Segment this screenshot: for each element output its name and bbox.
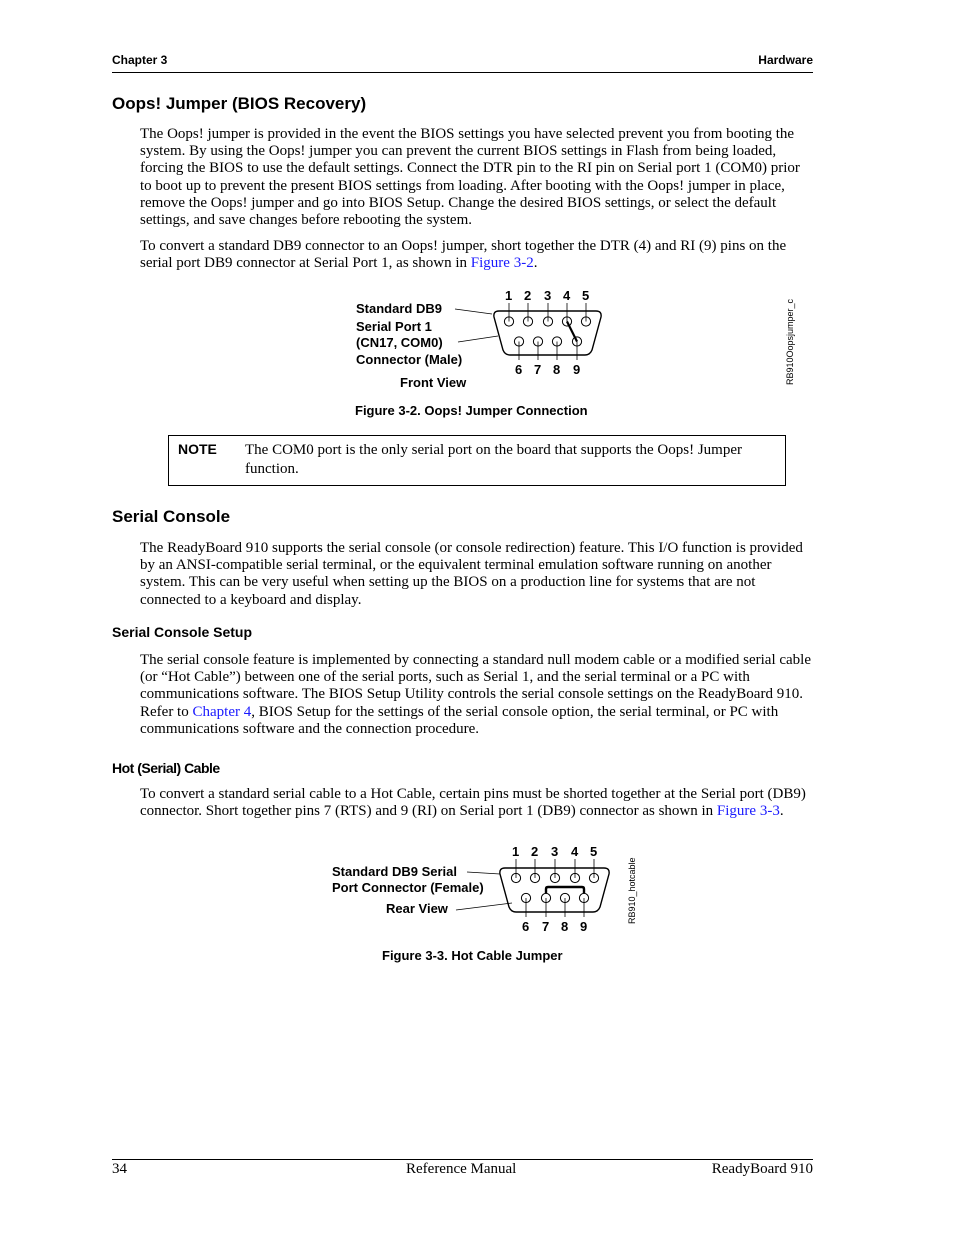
figure-3-3-link[interactable]: Figure 3-3	[716, 803, 780, 820]
chapter-4-link[interactable]: Chapter 4	[192, 703, 252, 720]
figure-3-2-caption: Figure 3-2. Oops! Jumper Connection	[355, 403, 588, 418]
setup-paragraph-end: , BIOS Setup for the settings of the serial console option, the serial terminal, or PC with communications software and the connection procedure.	[140, 703, 779, 737]
fig2-vertical-id: RB910_hotcable	[627, 857, 637, 924]
setup-paragraph-text: The serial console feature is implemented by connecting a standard null modem cable or a modified serial cable (or “Hot Cable”) between one of the serial ports, such as Serial 1, and the serial terminal or a PC with communications software. The BIOS Setup Utility controls the serial console settings on the ReadyBoard 910. Refer to	[140, 652, 812, 720]
pin-label-5: 5	[590, 844, 598, 859]
running-footer	[112, 1159, 813, 1177]
pin-label-3: 3	[544, 288, 552, 303]
footer-page-number: 34	[112, 1161, 127, 1177]
pin-label-2: 2	[524, 288, 532, 303]
oops-paragraph-2-text: To convert a standard DB9 connector to an Oops! jumper, short together the DTR (4) and RI (9) pins on the serial port DB9 connector at Serial Port 1, as shown in	[140, 238, 787, 272]
fig1-label-line3: (CN17, COM0)	[356, 335, 443, 350]
pin-label-1: 1	[512, 844, 520, 859]
serial-console-setup-paragraph	[140, 652, 813, 738]
fig2-leader-bottom	[456, 903, 512, 910]
fig2-label-line2: Port Connector (Female)	[332, 880, 484, 895]
pin-label-8: 8	[561, 919, 569, 934]
running-header	[112, 52, 813, 73]
note-box	[168, 435, 786, 486]
footer-manual-title: Reference Manual	[406, 1161, 517, 1177]
fig1-view-label: Front View	[400, 375, 467, 390]
hot-cable-heading: Hot (Serial) Cable	[112, 760, 220, 776]
fig1-leader-bottom	[458, 336, 498, 342]
pin-label-6: 6	[522, 919, 530, 934]
fig1-label-line2: Serial Port 1	[356, 319, 432, 334]
jumper-4-9	[567, 322, 577, 342]
hot-cable-paragraph-end: .	[779, 803, 784, 820]
header-section: Hardware	[758, 53, 813, 67]
pin-label-9: 9	[573, 362, 581, 377]
fig2-label-line1: Standard DB9 Serial	[332, 864, 457, 879]
pin-label-5: 5	[582, 288, 590, 303]
fig1-label-line1: Standard DB9	[356, 301, 442, 316]
figure-3-2-diagram	[340, 284, 810, 394]
figure-3-2-link[interactable]: Figure 3-2	[470, 255, 534, 272]
serial-console-setup-heading: Serial Console Setup	[112, 624, 253, 640]
fig2-leader-top	[467, 872, 500, 874]
oops-paragraph-1: The Oops! jumper is provided in the event the BIOS settings you have selected prevent you from booting the system. By using the Oops! jumper you can prevent the current BIOS settings in Flash from being loaded, forcing the BIOS to use the default settings. Connect the DTR pin to the RI pin on Serial port 1 (COM0) prior to boot up to prevent the present BIOS settings from loading. After booting with the Oops! jumper in place, remove the Oops! jumper and go into BIOS Setup. Change the desired BIOS settings, or select the default settings, and save changes before rebooting the system.	[140, 126, 800, 229]
note-text: The COM0 port is the only serial port on the board that supports the Oops! Jumper function.	[245, 442, 743, 477]
figure-3-3-diagram	[320, 840, 650, 940]
serial-console-paragraph: The ReadyBoard 910 supports the serial console (or console redirection) feature. This I/O function is provided by an ANSI-compatible serial terminal, or the equivalent terminal emulation software running on another system. This can be very useful when setting up the BIOS on a production line for systems that are not connected to a keyboard and display.	[140, 540, 803, 608]
serial-console-heading: Serial Console	[112, 507, 231, 526]
oops-heading: Oops! Jumper (BIOS Recovery)	[112, 94, 367, 113]
note-label: NOTE	[178, 441, 217, 457]
fig1-leader-top	[455, 309, 492, 314]
fig1-vertical-id: RB910Oopsjumper_c	[785, 298, 795, 385]
pin-label-7: 7	[542, 919, 550, 934]
pin-label-8: 8	[553, 362, 561, 377]
pin-label-3: 3	[551, 844, 559, 859]
fig2-view-label: Rear View	[386, 901, 448, 916]
pin-label-4: 4	[571, 844, 579, 859]
pin-label-2: 2	[531, 844, 539, 859]
footer-product-name: ReadyBoard 910	[711, 1161, 813, 1177]
pin-label-4: 4	[563, 288, 571, 303]
hot-cable-paragraph	[140, 786, 813, 820]
pin-label-6: 6	[515, 362, 523, 377]
oops-paragraph-2	[140, 238, 813, 272]
oops-paragraph-2-end: .	[533, 255, 538, 272]
pin-label-1: 1	[505, 288, 513, 303]
pin-label-9: 9	[580, 919, 588, 934]
fig1-label-line4: Connector (Male)	[356, 352, 463, 367]
figure-3-3-caption: Figure 3-3. Hot Cable Jumper	[382, 948, 563, 963]
jumper-7-9	[546, 887, 584, 893]
pin-label-7: 7	[534, 362, 542, 377]
header-chapter: Chapter 3	[112, 53, 168, 67]
hot-cable-paragraph-text: To convert a standard serial cable to a Hot Cable, certain pins must be shorted together at the Serial port (DB9) connector. Short together pins 7 (RTS) and 9 (RI) on Serial port 1 (DB9) connector as shown in	[140, 786, 806, 820]
